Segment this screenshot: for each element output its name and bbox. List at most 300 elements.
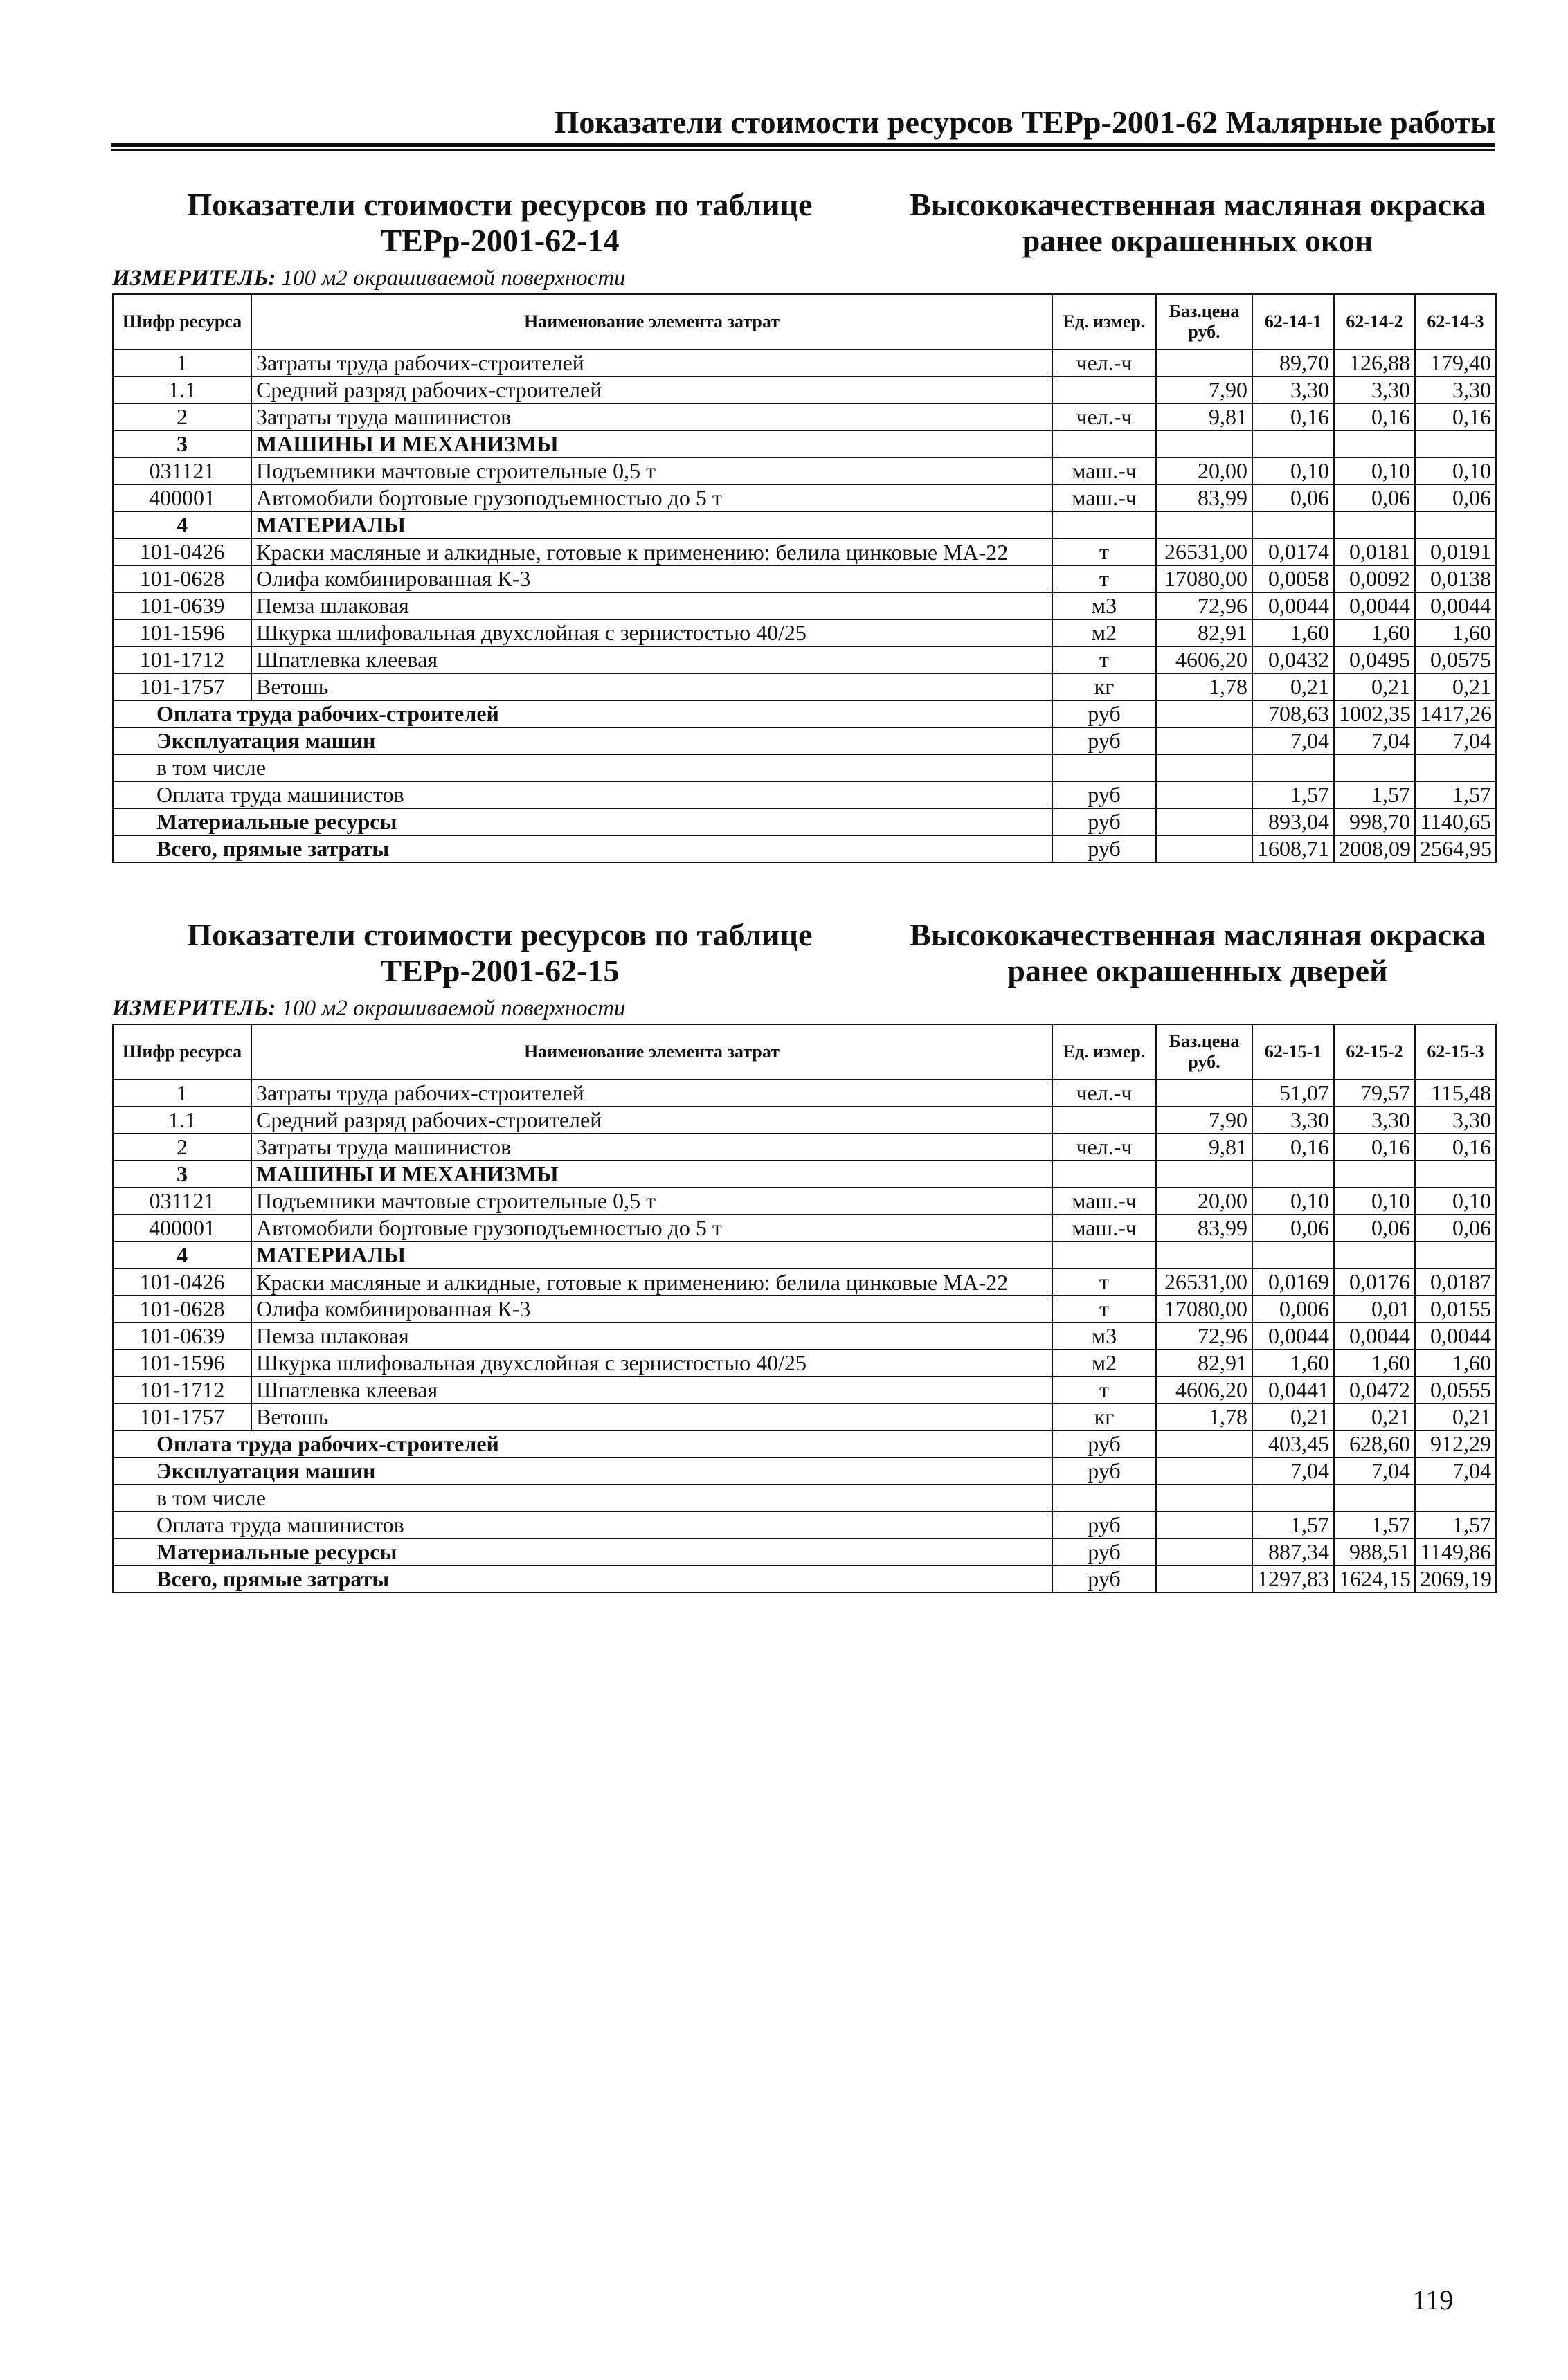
summary-name: Оплата труда рабочих-строителей bbox=[113, 1430, 1052, 1457]
cell-name: Автомобили бортовые грузоподъемностью до 5 т bbox=[251, 1215, 1052, 1242]
col-header-name: Наименование элемента затрат bbox=[251, 1024, 1052, 1080]
cell-v1: 0,06 bbox=[1252, 1215, 1334, 1242]
summary-v3 bbox=[1415, 1484, 1496, 1511]
cell-code: 031121 bbox=[113, 1188, 251, 1215]
summary-unit: руб bbox=[1052, 835, 1156, 862]
cell-v3 bbox=[1415, 430, 1496, 457]
summary-price bbox=[1156, 754, 1252, 781]
cell-name: Затраты труда рабочих-строителей bbox=[251, 349, 1052, 376]
cell-v3 bbox=[1415, 1161, 1496, 1188]
cell-name: Шпатлевка клеевая bbox=[251, 1377, 1052, 1404]
measure-value: 100 м2 окрашиваемой поверхности bbox=[281, 996, 626, 1021]
cell-code: 101-1596 bbox=[113, 619, 251, 646]
table-row bbox=[113, 1215, 1496, 1242]
summary-v1: 7,04 bbox=[1252, 727, 1334, 754]
cell-name: Краски масляные и алкидные, готовые к применению: белила цинковые МА-22 bbox=[251, 1269, 1052, 1296]
summary-v1: 1608,71 bbox=[1252, 835, 1334, 862]
cell-v3: 0,16 bbox=[1415, 1134, 1496, 1161]
cell-v1: 0,16 bbox=[1252, 1134, 1334, 1161]
cell-code: 1.1 bbox=[113, 1107, 251, 1134]
cell-code: 101-1596 bbox=[113, 1350, 251, 1377]
cell-v3 bbox=[1415, 511, 1496, 538]
summary-v1: 1,57 bbox=[1252, 781, 1334, 808]
summary-row bbox=[113, 727, 1496, 754]
cell-v3 bbox=[1415, 1242, 1496, 1269]
summary-v1: 893,04 bbox=[1252, 808, 1334, 835]
section-title-row bbox=[112, 917, 1495, 993]
table-title: Показатели стоимости ресурсов по таблице ТЕРр-2001-62-15 bbox=[187, 917, 813, 988]
cell-unit bbox=[1052, 1161, 1156, 1188]
cell-v2: 3,30 bbox=[1334, 376, 1415, 403]
summary-v2: 998,70 bbox=[1334, 808, 1415, 835]
summary-v3: 2564,95 bbox=[1415, 835, 1496, 862]
cell-price: 82,91 bbox=[1156, 1350, 1252, 1377]
cell-v3: 0,0138 bbox=[1415, 565, 1496, 592]
col-header-name: Наименование элемента затрат bbox=[251, 294, 1052, 349]
cell-unit: т bbox=[1052, 538, 1156, 565]
table-row bbox=[113, 565, 1496, 592]
table-row bbox=[113, 1269, 1496, 1296]
cell-v2 bbox=[1334, 511, 1415, 538]
cell-v2: 0,0472 bbox=[1334, 1377, 1415, 1404]
summary-v1: 708,63 bbox=[1252, 700, 1334, 727]
summary-name: Эксплуатация машин bbox=[113, 727, 1052, 754]
cell-code: 101-0426 bbox=[113, 1269, 251, 1296]
cell-v1 bbox=[1252, 1242, 1334, 1269]
table-row bbox=[113, 1296, 1496, 1323]
cell-v3: 0,0155 bbox=[1415, 1296, 1496, 1323]
table-row bbox=[113, 457, 1496, 484]
cell-v2 bbox=[1334, 430, 1415, 457]
cell-code: 101-0628 bbox=[113, 565, 251, 592]
cell-name: Краски масляные и алкидные, готовые к применению: белила цинковые МА-22 bbox=[251, 538, 1052, 565]
cell-code: 101-0639 bbox=[113, 592, 251, 619]
cell-v3: 0,06 bbox=[1415, 484, 1496, 511]
cell-v3: 115,48 bbox=[1415, 1080, 1496, 1107]
cell-code: 101-0426 bbox=[113, 538, 251, 565]
work-description: Высококачественная масляная окраска ранее окрашенных окон bbox=[910, 187, 1486, 258]
cell-v3: 0,06 bbox=[1415, 1215, 1496, 1242]
cell-price: 20,00 bbox=[1156, 1188, 1252, 1215]
cell-code: 101-1757 bbox=[113, 673, 251, 700]
table-row-category bbox=[113, 1161, 1496, 1188]
cell-price: 82,91 bbox=[1156, 619, 1252, 646]
cell-name: Шкурка шлифовальная двухслойная с зернистостью 40/25 bbox=[251, 1350, 1052, 1377]
table-row bbox=[113, 1107, 1496, 1134]
summary-unit: руб bbox=[1052, 1538, 1156, 1565]
summary-row bbox=[113, 1538, 1496, 1565]
cell-v2: 126,88 bbox=[1334, 349, 1415, 376]
table-title: Показатели стоимости ресурсов по таблице ТЕРр-2001-62-14 bbox=[187, 187, 813, 258]
cell-code: 101-1712 bbox=[113, 646, 251, 673]
table-row bbox=[113, 403, 1496, 430]
summary-row bbox=[113, 808, 1496, 835]
table-row bbox=[113, 349, 1496, 376]
cell-unit: маш.-ч bbox=[1052, 457, 1156, 484]
summary-v1: 1,57 bbox=[1252, 1511, 1334, 1538]
cell-code: 101-0628 bbox=[113, 1296, 251, 1323]
cell-v2: 0,01 bbox=[1334, 1296, 1415, 1323]
cell-code: 2 bbox=[113, 1134, 251, 1161]
summary-v3: 1,57 bbox=[1415, 781, 1496, 808]
summary-name: Всего, прямые затраты bbox=[113, 1565, 1052, 1592]
cell-code: 3 bbox=[113, 1161, 251, 1188]
cell-price bbox=[1156, 349, 1252, 376]
header-rule bbox=[111, 143, 1495, 151]
summary-name: Материальные ресурсы bbox=[113, 808, 1052, 835]
cell-price: 83,99 bbox=[1156, 1215, 1252, 1242]
cell-v1: 0,006 bbox=[1252, 1296, 1334, 1323]
table-row bbox=[113, 673, 1496, 700]
cell-v1 bbox=[1252, 1161, 1334, 1188]
summary-v2: 628,60 bbox=[1334, 1430, 1415, 1457]
table-row bbox=[113, 1323, 1496, 1350]
cell-v3: 0,21 bbox=[1415, 1404, 1496, 1430]
summary-price bbox=[1156, 1565, 1252, 1592]
measure-line bbox=[112, 993, 1495, 1024]
table-row bbox=[113, 646, 1496, 673]
summary-unit: руб bbox=[1052, 781, 1156, 808]
cell-unit: м2 bbox=[1052, 1350, 1156, 1377]
cell-v3: 179,40 bbox=[1415, 349, 1496, 376]
cell-code: 1 bbox=[113, 1080, 251, 1107]
cell-name: Ветошь bbox=[251, 1404, 1052, 1430]
cell-price: 9,81 bbox=[1156, 1134, 1252, 1161]
cell-unit: м2 bbox=[1052, 619, 1156, 646]
summary-v2: 7,04 bbox=[1334, 727, 1415, 754]
summary-v3 bbox=[1415, 754, 1496, 781]
summary-name: в том числе bbox=[113, 1484, 1052, 1511]
cell-price: 1,78 bbox=[1156, 673, 1252, 700]
col-header-variant-1: 62-15-1 bbox=[1252, 1024, 1334, 1080]
summary-v1: 7,04 bbox=[1252, 1457, 1334, 1484]
cell-name: Автомобили бортовые грузоподъемностью до 5 т bbox=[251, 484, 1052, 511]
cell-v1: 89,70 bbox=[1252, 349, 1334, 376]
table-row bbox=[113, 1350, 1496, 1377]
summary-row bbox=[113, 1511, 1496, 1538]
summary-price bbox=[1156, 808, 1252, 835]
work-description: Высококачественная масляная окраска ранее окрашенных дверей bbox=[910, 917, 1486, 988]
cell-unit: чел.-ч bbox=[1052, 403, 1156, 430]
summary-v3: 7,04 bbox=[1415, 727, 1496, 754]
cell-code: 101-1757 bbox=[113, 1404, 251, 1430]
cell-v2: 0,0044 bbox=[1334, 1323, 1415, 1350]
cell-name: МАШИНЫ И МЕХАНИЗМЫ bbox=[251, 1161, 1052, 1188]
measure-line bbox=[112, 263, 1495, 293]
summary-row bbox=[113, 1430, 1496, 1457]
cell-v1: 0,0044 bbox=[1252, 592, 1334, 619]
summary-name: Оплата труда машинистов bbox=[113, 781, 1052, 808]
table-row bbox=[113, 592, 1496, 619]
cell-price: 72,96 bbox=[1156, 592, 1252, 619]
summary-v2: 1624,15 bbox=[1334, 1565, 1415, 1592]
cell-name: Средний разряд рабочих-строителей bbox=[251, 376, 1052, 403]
cell-price: 17080,00 bbox=[1156, 565, 1252, 592]
summary-v1: 403,45 bbox=[1252, 1430, 1334, 1457]
summary-name: в том числе bbox=[113, 754, 1052, 781]
table-row bbox=[113, 619, 1496, 646]
summary-price bbox=[1156, 700, 1252, 727]
cell-unit: чел.-ч bbox=[1052, 1080, 1156, 1107]
summary-v3: 1140,65 bbox=[1415, 808, 1496, 835]
cell-v2 bbox=[1334, 1161, 1415, 1188]
summary-v2: 2008,09 bbox=[1334, 835, 1415, 862]
summary-name: Оплата труда рабочих-строителей bbox=[113, 700, 1052, 727]
cell-v3: 1,60 bbox=[1415, 619, 1496, 646]
cell-code: 4 bbox=[113, 1242, 251, 1269]
col-header-price: Баз.цена руб. bbox=[1156, 294, 1252, 349]
summary-unit: руб bbox=[1052, 808, 1156, 835]
summary-price bbox=[1156, 1484, 1252, 1511]
summary-row bbox=[113, 1565, 1496, 1592]
cell-price bbox=[1156, 430, 1252, 457]
cell-code: 400001 bbox=[113, 1215, 251, 1242]
summary-v2 bbox=[1334, 1484, 1415, 1511]
summary-row bbox=[113, 781, 1496, 808]
cell-price: 20,00 bbox=[1156, 457, 1252, 484]
summary-v3: 1149,86 bbox=[1415, 1538, 1496, 1565]
cell-name: Затраты труда рабочих-строителей bbox=[251, 1080, 1052, 1107]
cell-price bbox=[1156, 1161, 1252, 1188]
cell-unit: маш.-ч bbox=[1052, 1188, 1156, 1215]
cell-name: Подъемники мачтовые строительные 0,5 т bbox=[251, 1188, 1052, 1215]
cell-v2: 0,10 bbox=[1334, 1188, 1415, 1215]
cell-code: 400001 bbox=[113, 484, 251, 511]
cell-name: Олифа комбинированная К-3 bbox=[251, 565, 1052, 592]
cell-name: Пемза шлаковая bbox=[251, 592, 1052, 619]
cell-v2: 0,0092 bbox=[1334, 565, 1415, 592]
cell-v3: 1,60 bbox=[1415, 1350, 1496, 1377]
cell-v3: 0,0555 bbox=[1415, 1377, 1496, 1404]
cell-unit: т bbox=[1052, 646, 1156, 673]
cell-unit: кг bbox=[1052, 673, 1156, 700]
cell-code: 2 bbox=[113, 403, 251, 430]
cell-name: Пемза шлаковая bbox=[251, 1323, 1052, 1350]
col-header-variant-3: 62-15-3 bbox=[1415, 1024, 1496, 1080]
table-row bbox=[113, 376, 1496, 403]
summary-unit: руб bbox=[1052, 1457, 1156, 1484]
cell-v1: 0,16 bbox=[1252, 403, 1334, 430]
measure-label: ИЗМЕРИТЕЛЬ: bbox=[112, 996, 276, 1021]
cell-v1: 1,60 bbox=[1252, 1350, 1334, 1377]
cell-unit bbox=[1052, 511, 1156, 538]
cell-v1 bbox=[1252, 511, 1334, 538]
summary-row bbox=[113, 700, 1496, 727]
cell-v2: 0,16 bbox=[1334, 1134, 1415, 1161]
summary-unit: руб bbox=[1052, 727, 1156, 754]
cell-name: МАТЕРИАЛЫ bbox=[251, 1242, 1052, 1269]
table-header-row bbox=[113, 294, 1496, 349]
cell-v2: 0,21 bbox=[1334, 673, 1415, 700]
summary-v3: 1,57 bbox=[1415, 1511, 1496, 1538]
cell-v1: 1,60 bbox=[1252, 619, 1334, 646]
cell-price bbox=[1156, 1242, 1252, 1269]
cell-v1: 0,06 bbox=[1252, 484, 1334, 511]
summary-row bbox=[113, 1484, 1496, 1511]
table-row bbox=[113, 1188, 1496, 1215]
running-header: Показатели стоимости ресурсов ТЕРр-2001-62 Малярные работы bbox=[554, 105, 1495, 140]
summary-row bbox=[113, 1457, 1496, 1484]
summary-price bbox=[1156, 1457, 1252, 1484]
cell-price: 83,99 bbox=[1156, 484, 1252, 511]
cell-v1: 0,10 bbox=[1252, 457, 1334, 484]
summary-row bbox=[113, 754, 1496, 781]
cell-name: Средний разряд рабочих-строителей bbox=[251, 1107, 1052, 1134]
cell-v3: 0,21 bbox=[1415, 673, 1496, 700]
table-row-category bbox=[113, 1242, 1496, 1269]
cell-v1: 3,30 bbox=[1252, 376, 1334, 403]
col-header-variant-3: 62-14-3 bbox=[1415, 294, 1496, 349]
col-header-variant-2: 62-14-2 bbox=[1334, 294, 1415, 349]
table-row bbox=[113, 1080, 1496, 1107]
summary-v2: 1,57 bbox=[1334, 781, 1415, 808]
cell-v3: 0,10 bbox=[1415, 457, 1496, 484]
summary-unit bbox=[1052, 754, 1156, 781]
summary-price bbox=[1156, 727, 1252, 754]
summary-unit bbox=[1052, 1484, 1156, 1511]
cell-v2: 0,16 bbox=[1334, 403, 1415, 430]
table-row-category bbox=[113, 430, 1496, 457]
summary-v2: 988,51 bbox=[1334, 1538, 1415, 1565]
table-row-category bbox=[113, 511, 1496, 538]
cell-name: МАШИНЫ И МЕХАНИЗМЫ bbox=[251, 430, 1052, 457]
summary-price bbox=[1156, 1538, 1252, 1565]
cell-v2: 0,21 bbox=[1334, 1404, 1415, 1430]
cell-v1: 51,07 bbox=[1252, 1080, 1334, 1107]
cell-unit: т bbox=[1052, 1377, 1156, 1404]
table-row bbox=[113, 484, 1496, 511]
cell-v1: 0,0441 bbox=[1252, 1377, 1334, 1404]
measure-value: 100 м2 окрашиваемой поверхности bbox=[281, 266, 626, 291]
cell-v3: 0,0044 bbox=[1415, 592, 1496, 619]
cell-v3: 0,0575 bbox=[1415, 646, 1496, 673]
cell-unit: маш.-ч bbox=[1052, 484, 1156, 511]
cell-v3: 0,0044 bbox=[1415, 1323, 1496, 1350]
cell-name: Подъемники мачтовые строительные 0,5 т bbox=[251, 457, 1052, 484]
summary-price bbox=[1156, 1430, 1252, 1457]
summary-price bbox=[1156, 781, 1252, 808]
cell-price bbox=[1156, 1080, 1252, 1107]
summary-unit: руб bbox=[1052, 1511, 1156, 1538]
cell-name: Затраты труда машинистов bbox=[251, 403, 1052, 430]
summary-name: Всего, прямые затраты bbox=[113, 835, 1052, 862]
cell-v2: 0,10 bbox=[1334, 457, 1415, 484]
summary-unit: руб bbox=[1052, 1565, 1156, 1592]
cell-code: 3 bbox=[113, 430, 251, 457]
summary-row bbox=[113, 835, 1496, 862]
col-header-code: Шифр ресурса bbox=[113, 294, 251, 349]
cell-code: 101-1712 bbox=[113, 1377, 251, 1404]
summary-v3: 7,04 bbox=[1415, 1457, 1496, 1484]
measure-label: ИЗМЕРИТЕЛЬ: bbox=[112, 266, 276, 291]
summary-v2 bbox=[1334, 754, 1415, 781]
cell-name: Шпатлевка клеевая bbox=[251, 646, 1052, 673]
cell-price: 26531,00 bbox=[1156, 538, 1252, 565]
cell-v1: 0,21 bbox=[1252, 673, 1334, 700]
col-header-unit: Ед. измер. bbox=[1052, 1024, 1156, 1080]
cell-v2 bbox=[1334, 1242, 1415, 1269]
cell-code: 1.1 bbox=[113, 376, 251, 403]
summary-v2: 1002,35 bbox=[1334, 700, 1415, 727]
cell-price: 9,81 bbox=[1156, 403, 1252, 430]
table-row bbox=[113, 538, 1496, 565]
cell-price: 26531,00 bbox=[1156, 1269, 1252, 1296]
cell-v1: 0,0169 bbox=[1252, 1269, 1334, 1296]
summary-name: Эксплуатация машин bbox=[113, 1457, 1052, 1484]
cell-code: 031121 bbox=[113, 457, 251, 484]
summary-v2: 7,04 bbox=[1334, 1457, 1415, 1484]
cell-v3: 3,30 bbox=[1415, 1107, 1496, 1134]
cell-price: 7,90 bbox=[1156, 1107, 1252, 1134]
section-title-row bbox=[112, 187, 1495, 263]
cell-code: 4 bbox=[113, 511, 251, 538]
summary-price bbox=[1156, 1511, 1252, 1538]
cell-unit: т bbox=[1052, 565, 1156, 592]
summary-v3: 2069,19 bbox=[1415, 1565, 1496, 1592]
cell-v1: 3,30 bbox=[1252, 1107, 1334, 1134]
cell-unit bbox=[1052, 1107, 1156, 1134]
cell-price: 7,90 bbox=[1156, 376, 1252, 403]
cell-v2: 1,60 bbox=[1334, 1350, 1415, 1377]
cell-v1: 0,0044 bbox=[1252, 1323, 1334, 1350]
resource-table bbox=[112, 1024, 1497, 1593]
cell-unit bbox=[1052, 1242, 1156, 1269]
cell-code: 1 bbox=[113, 349, 251, 376]
cell-v1: 0,0432 bbox=[1252, 646, 1334, 673]
cell-v3: 0,0191 bbox=[1415, 538, 1496, 565]
cell-unit bbox=[1052, 430, 1156, 457]
summary-name: Оплата труда машинистов bbox=[113, 1511, 1052, 1538]
cell-v2: 0,06 bbox=[1334, 1215, 1415, 1242]
cell-price: 72,96 bbox=[1156, 1323, 1252, 1350]
cell-unit bbox=[1052, 376, 1156, 403]
cell-v3: 3,30 bbox=[1415, 376, 1496, 403]
cell-v2: 79,57 bbox=[1334, 1080, 1415, 1107]
summary-v1: 1297,83 bbox=[1252, 1565, 1334, 1592]
cell-v1: 0,0174 bbox=[1252, 538, 1334, 565]
summary-price bbox=[1156, 835, 1252, 862]
cell-v2: 1,60 bbox=[1334, 619, 1415, 646]
table-header-row bbox=[113, 1024, 1496, 1080]
cell-unit: т bbox=[1052, 1269, 1156, 1296]
cell-v2: 0,0495 bbox=[1334, 646, 1415, 673]
cell-name: Олифа комбинированная К-3 bbox=[251, 1296, 1052, 1323]
summary-unit: руб bbox=[1052, 1430, 1156, 1457]
summary-v2: 1,57 bbox=[1334, 1511, 1415, 1538]
summary-v3: 912,29 bbox=[1415, 1430, 1496, 1457]
cell-v1: 0,0058 bbox=[1252, 565, 1334, 592]
cell-v2: 0,0181 bbox=[1334, 538, 1415, 565]
cell-v3: 0,10 bbox=[1415, 1188, 1496, 1215]
cell-name: Затраты труда машинистов bbox=[251, 1134, 1052, 1161]
cell-unit: м3 bbox=[1052, 1323, 1156, 1350]
table-row bbox=[113, 1404, 1496, 1430]
summary-v1 bbox=[1252, 1484, 1334, 1511]
table-row bbox=[113, 1377, 1496, 1404]
cell-price bbox=[1156, 511, 1252, 538]
resource-table bbox=[112, 293, 1497, 863]
cell-price: 1,78 bbox=[1156, 1404, 1252, 1430]
cell-v2: 0,0044 bbox=[1334, 592, 1415, 619]
cell-price: 4606,20 bbox=[1156, 646, 1252, 673]
table-row bbox=[113, 1134, 1496, 1161]
col-header-variant-2: 62-15-2 bbox=[1334, 1024, 1415, 1080]
col-header-unit: Ед. измер. bbox=[1052, 294, 1156, 349]
section-62-15 bbox=[112, 917, 1495, 1593]
cell-unit: чел.-ч bbox=[1052, 1134, 1156, 1161]
cell-unit: м3 bbox=[1052, 592, 1156, 619]
cell-name: Шкурка шлифовальная двухслойная с зернистостью 40/25 bbox=[251, 619, 1052, 646]
